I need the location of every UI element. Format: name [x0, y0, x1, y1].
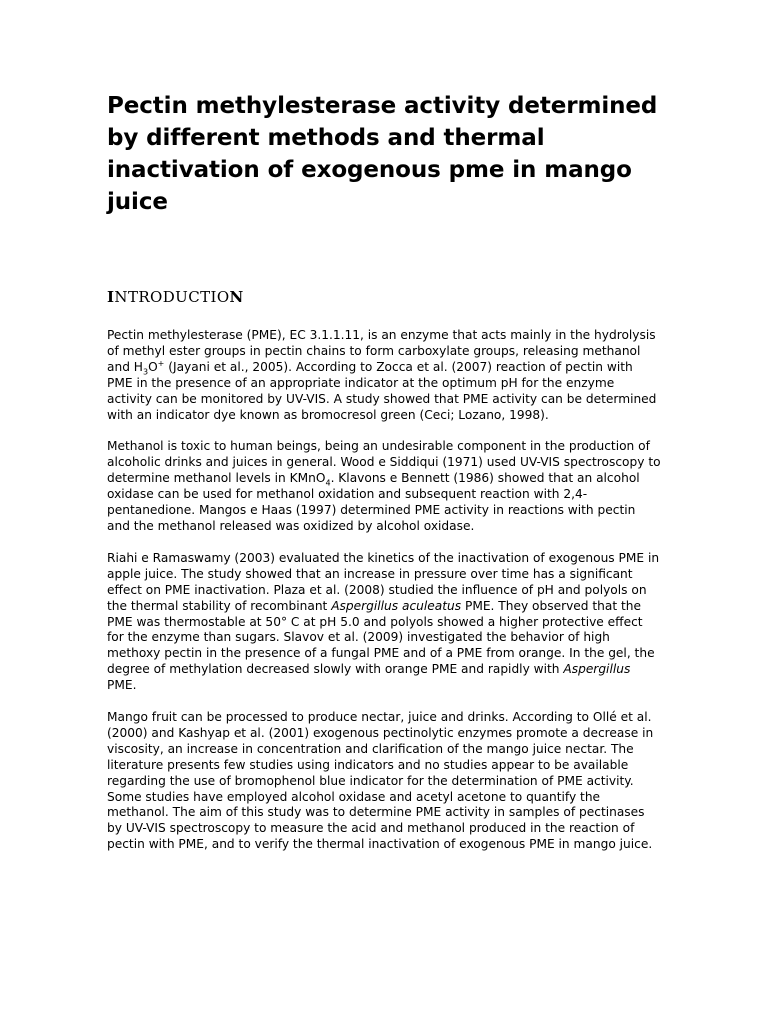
document-page — [107, 90, 662, 869]
paragraph-2 — [107, 439, 662, 534]
paragraph-2-text-b: . Klavons e Bennett (1986) showed that an alcohol oxidase can be used for methanol oxidation and subsequent reaction with 2,4-pentanedione. Mangos e Haas (1997) determined PME activity in reactions with pectin and the methanol released was oxidized by alcohol oxidase. — [107, 471, 640, 533]
paper-title: Pectin methylesterase activity determined by different methods and thermal inactivation of exogenous pme in mango juice — [107, 93, 658, 215]
paragraph-1-text-b: O — [148, 359, 158, 374]
heading-body: NTRODUCTIO — [114, 288, 230, 306]
paragraph-1-subscript: 3 — [142, 367, 149, 377]
paragraph-1-text-a: Pectin methylesterase (PME), EC 3.1.1.11, is an enzyme that acts mainly in the hydrolysis of methyl ester groups in pectin chains to form carboxylate groups, releasing methanol and H — [107, 328, 656, 374]
paragraph-3-text-a: Riahi e Ramaswamy (2003) evaluated the kinetics of the inactivation of exogenous PME in apple juice. The study showed that an increase in pressure over time has a significant effect on PME inactivation. Plaza et al. (2008) studied the influence of pH and polyols on the thermal stability of recombinant — [107, 550, 660, 613]
paragraph-1 — [107, 328, 662, 423]
heading-initial: I — [107, 288, 115, 306]
paragraph-3 — [107, 551, 662, 694]
paragraph-4: Mango fruit can be processed to produce nectar, juice and drinks. According to Ollé et al. (2000) and Kashyap et al. (2001) exogenous pectinolytic enzymes promote a decrease in viscosity, an increase in concentration and clarification of the mango juice nectar. The literature presents few studies using indicators and no studies appear to be available regarding the use of bromophenol blue indicator for the determination of PME activity. Some studies have employed alcohol oxidase and acetyl acetone to quantify the methanol. The aim of this study was to determine PME activity in samples of pectinases by UV-VIS spectroscopy to measure the acid and methanol produced in the reaction of pectin with PME, and to verify the thermal inactivation of exogenous PME in mango juice. — [107, 710, 654, 852]
paragraph-2-text-a: Methanol is toxic to human beings, being an undesirable component in the production of alcoholic drinks and juices in general. Wood e Siddiqui (1971) used UV-VIS spectroscopy to determine methanol levels in KMnO — [107, 439, 661, 486]
paragraph-3-text-c: PME. — [107, 678, 137, 693]
paragraph-3-species-name: Aspergillus aculeatus — [331, 598, 462, 613]
section-heading-introduction — [107, 288, 662, 306]
paragraph-1-superscript: + — [157, 358, 165, 368]
paragraph-3-text-b: PME. They observed that the PME was thermostable at 50° C at pH 5.0 and polyols showed a higher protective effect for the enzyme than sugars. Slavov et al. (2009) investigated the behavior of high methoxy pectin in the presence of a fungal PME and of a PME from orange. In the gel, the degree of methylation decreased slowly with orange PME and rapidly with — [107, 598, 655, 677]
paragraph-3-genus-name: Aspergillus — [563, 662, 631, 677]
paragraph-1-text-c: (Jayani et al., 2005). According to Zocca et al. (2007) reaction of pectin with PME in the presence of an appropriate indicator at the optimum pH for the enzyme activity can be monitored by UV-VIS. A study showed that PME activity can be determined with an indicator dye known as bromocresol green (Ceci; Lozano, 1998). — [107, 359, 657, 422]
paragraph-2-subscript: 4 — [325, 478, 331, 488]
heading-final: N — [229, 288, 244, 306]
